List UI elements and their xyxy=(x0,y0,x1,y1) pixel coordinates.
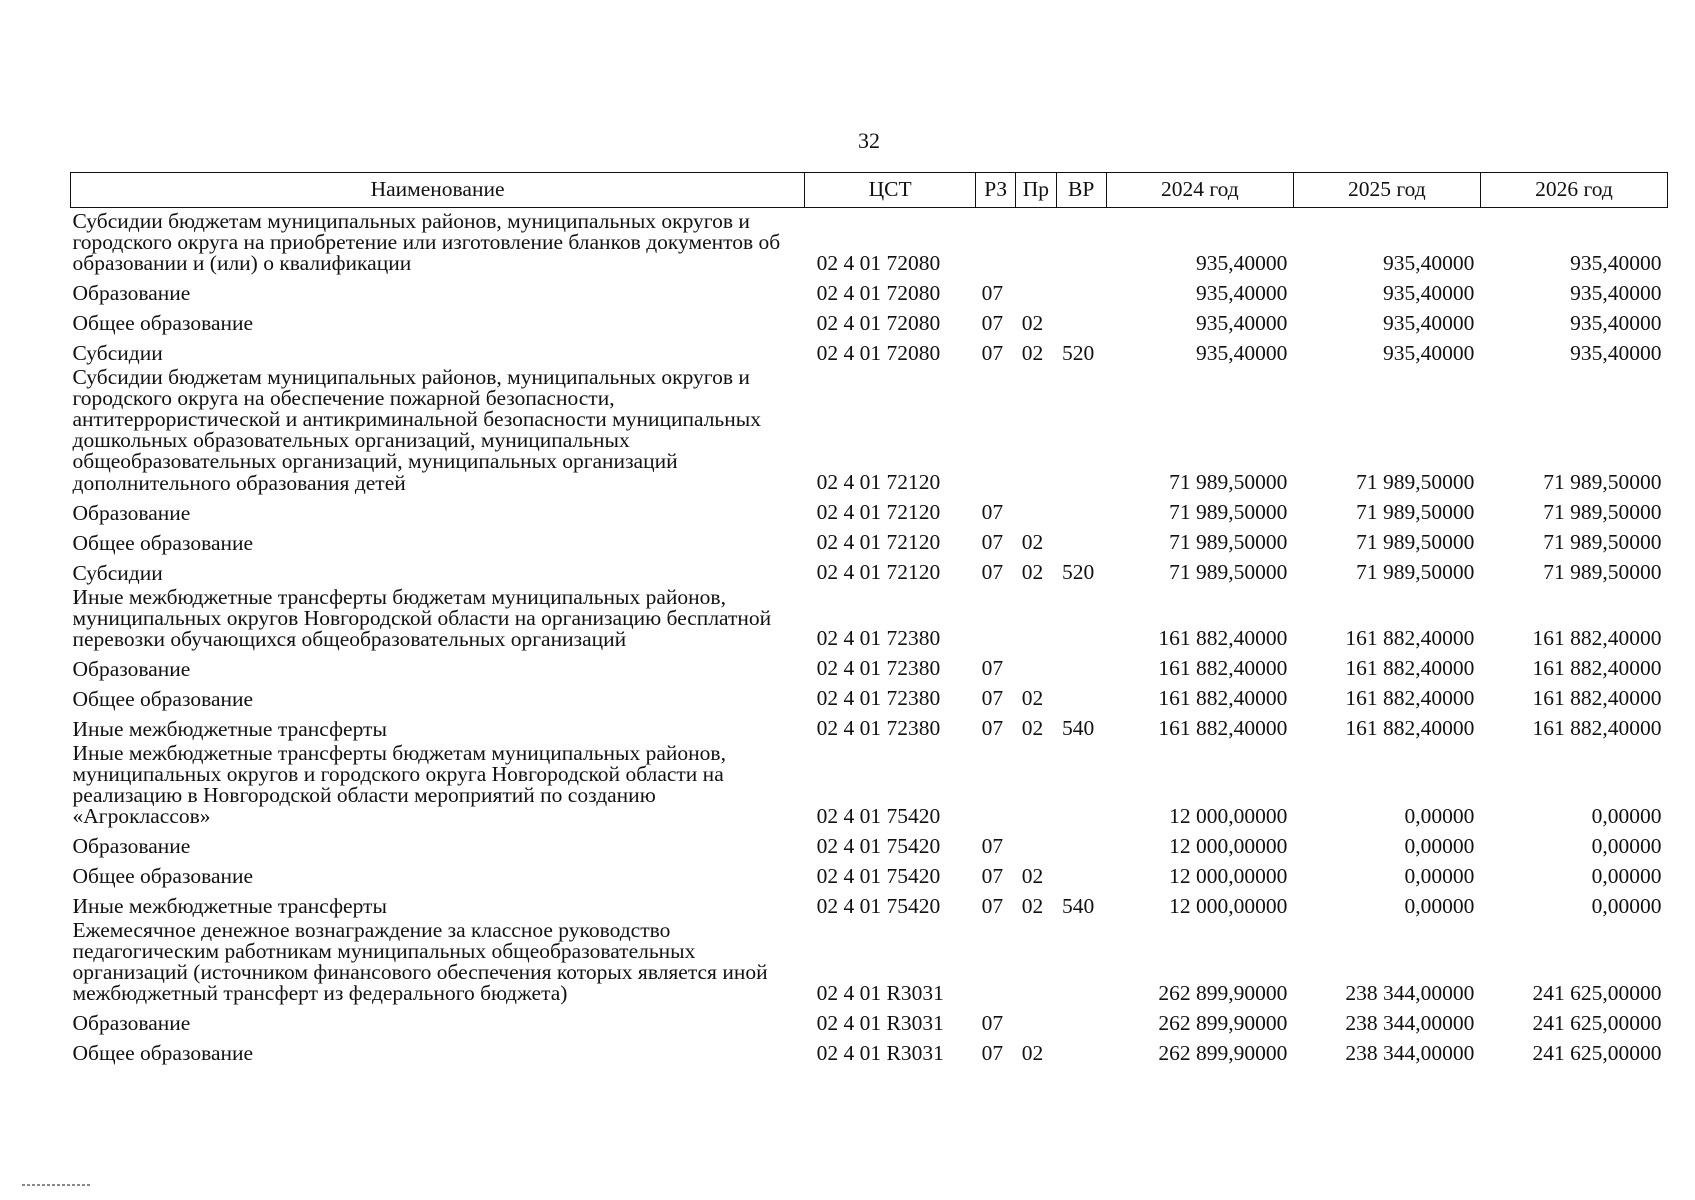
cell-pr xyxy=(1016,274,1056,304)
cell-rz: 07 xyxy=(981,530,1004,555)
cell-rz xyxy=(976,584,1016,650)
table-row xyxy=(71,554,1668,584)
cell-y2026: 161 882,40000 xyxy=(1532,626,1662,651)
cell-y2024: 71 989,50000 xyxy=(1169,560,1288,585)
table-row xyxy=(71,887,1668,917)
cell-vr xyxy=(1056,584,1106,650)
cell-pr xyxy=(1016,650,1056,680)
cell-rz: 07 xyxy=(981,716,1004,741)
cell-rz: 07 xyxy=(981,833,1004,858)
cell-name: Общее образование xyxy=(72,311,254,336)
table-row xyxy=(71,494,1668,524)
cell-vr xyxy=(1056,740,1106,827)
cell-vr xyxy=(1056,274,1106,304)
cell-y2024: 262 899,90000 xyxy=(1158,980,1288,1005)
cell-y2025: 161 882,40000 xyxy=(1345,626,1475,651)
cell-y2025: 935,40000 xyxy=(1383,250,1475,275)
cell-vr xyxy=(1056,1004,1106,1034)
cell-pr xyxy=(1016,1004,1056,1034)
cell-cst: 02 4 01 72120 xyxy=(816,470,941,495)
table-row xyxy=(71,827,1668,857)
cell-pr xyxy=(1016,208,1056,275)
cell-name: Ежемесячное денежное вознаграждение за классное руководство педагогическим работникам муниципальных общеобразовательных организаций (источником финансового обеспечения которых является иной межбюджетный трансферт из федерального бюджета) xyxy=(72,918,768,1006)
cell-y2026: 935,40000 xyxy=(1570,250,1662,275)
table-row xyxy=(71,650,1668,680)
cell-cst: 02 4 01 75420 xyxy=(816,893,941,918)
cell-rz: 07 xyxy=(981,280,1004,305)
cell-cst: 02 4 01 75420 xyxy=(816,833,941,858)
cell-y2026: 71 989,50000 xyxy=(1543,500,1662,525)
cell-y2026: 935,40000 xyxy=(1570,340,1662,365)
cell-cst: 02 4 01 72380 xyxy=(816,626,941,651)
cell-rz: 07 xyxy=(981,560,1004,585)
table-row xyxy=(71,274,1668,304)
cell-cst: 02 4 01 R3031 xyxy=(816,1040,944,1065)
cell-pr: 02 xyxy=(1021,716,1044,741)
cell-pr: 02 xyxy=(1021,1040,1044,1065)
cell-y2024: 71 989,50000 xyxy=(1169,470,1288,495)
cell-y2024: 935,40000 xyxy=(1195,310,1288,335)
header-rz: РЗ xyxy=(976,173,1016,208)
scan-mark xyxy=(22,1184,92,1186)
cell-rz xyxy=(976,208,1016,275)
cell-y2026: 241 625,00000 xyxy=(1532,1040,1662,1065)
cell-y2024: 935,40000 xyxy=(1195,280,1288,305)
table-row xyxy=(71,740,1668,827)
table-row xyxy=(71,524,1668,554)
cell-y2024: 161 882,40000 xyxy=(1158,626,1288,651)
cell-cst: 02 4 01 72080 xyxy=(816,340,941,365)
table-row xyxy=(71,364,1668,493)
table-body xyxy=(71,208,1668,1065)
cell-y2026: 71 989,50000 xyxy=(1543,530,1662,555)
cell-y2024: 12 000,00000 xyxy=(1169,803,1288,828)
cell-y2025: 71 989,50000 xyxy=(1356,470,1475,495)
cell-vr: 520 xyxy=(1062,340,1095,365)
cell-pr: 02 xyxy=(1021,863,1044,888)
cell-y2025: 0,00000 xyxy=(1404,863,1475,888)
cell-name: Иные межбюджетные трансферты бюджетам муниципальных районов, муниципальных округов Новгородской области на организацию бесплатной перевозки обучающихся общеобразовательных организаций xyxy=(72,584,772,651)
cell-cst: 02 4 01 72080 xyxy=(816,280,941,305)
cell-y2026: 0,00000 xyxy=(1591,833,1662,858)
cell-y2025: 161 882,40000 xyxy=(1345,656,1475,681)
cell-name: Образование xyxy=(72,656,191,681)
cell-cst: 02 4 01 72080 xyxy=(816,250,941,275)
cell-name: Образование xyxy=(72,500,191,525)
header-2025: 2025 год xyxy=(1293,173,1480,208)
cell-rz: 07 xyxy=(981,893,1004,918)
cell-pr: 02 xyxy=(1021,893,1044,918)
cell-y2024: 161 882,40000 xyxy=(1158,686,1288,711)
table-row xyxy=(71,584,1668,650)
header-vr: ВР xyxy=(1056,173,1106,208)
cell-pr: 02 xyxy=(1021,340,1044,365)
cell-vr xyxy=(1056,917,1106,1004)
cell-pr xyxy=(1016,364,1056,493)
cell-name: Иные межбюджетные трансферты бюджетам муниципальных районов, муниципальных округов и городского округа Новгородской области на реализацию в Новгородской области мероприятий по созданию «Агроклассов» xyxy=(72,740,726,828)
cell-name: Иные межбюджетные трансферты xyxy=(72,716,387,741)
cell-cst: 02 4 01 72120 xyxy=(816,530,941,555)
table-header-row xyxy=(71,173,1668,208)
table-row xyxy=(71,1004,1668,1034)
cell-vr xyxy=(1056,1034,1106,1064)
header-2026: 2026 год xyxy=(1480,173,1667,208)
table-row xyxy=(71,334,1668,364)
cell-rz xyxy=(976,740,1016,827)
cell-y2024: 12 000,00000 xyxy=(1169,863,1288,888)
cell-y2025: 0,00000 xyxy=(1404,893,1475,918)
cell-cst: 02 4 01 75420 xyxy=(816,863,941,888)
cell-y2026: 935,40000 xyxy=(1570,280,1662,305)
cell-pr: 02 xyxy=(1021,560,1044,585)
cell-name: Субсидии xyxy=(72,341,163,366)
cell-cst: 02 4 01 72120 xyxy=(816,500,941,525)
cell-vr xyxy=(1056,524,1106,554)
cell-rz: 07 xyxy=(981,686,1004,711)
cell-y2025: 238 344,00000 xyxy=(1345,980,1475,1005)
cell-name: Общее образование xyxy=(72,530,254,555)
cell-y2025: 238 344,00000 xyxy=(1345,1040,1475,1065)
cell-y2025: 0,00000 xyxy=(1404,833,1475,858)
cell-y2025: 238 344,00000 xyxy=(1345,1010,1475,1035)
header-2024: 2024 год xyxy=(1106,173,1293,208)
cell-y2026: 71 989,50000 xyxy=(1543,470,1662,495)
cell-rz xyxy=(976,364,1016,493)
cell-name: Образование xyxy=(72,833,191,858)
cell-vr xyxy=(1056,208,1106,275)
cell-vr: 540 xyxy=(1062,716,1095,741)
cell-y2026: 241 625,00000 xyxy=(1532,980,1662,1005)
cell-name: Субсидии xyxy=(72,560,163,585)
cell-vr xyxy=(1056,494,1106,524)
cell-pr: 02 xyxy=(1021,686,1044,711)
cell-rz: 07 xyxy=(981,1010,1004,1035)
cell-name: Иные межбюджетные трансферты xyxy=(72,893,387,918)
cell-y2025: 935,40000 xyxy=(1383,310,1475,335)
cell-pr xyxy=(1016,917,1056,1004)
cell-y2025: 0,00000 xyxy=(1404,803,1475,828)
cell-y2025: 161 882,40000 xyxy=(1345,686,1475,711)
cell-pr xyxy=(1016,740,1056,827)
cell-y2026: 0,00000 xyxy=(1591,803,1662,828)
cell-cst: 02 4 01 72080 xyxy=(816,310,941,335)
cell-y2025: 161 882,40000 xyxy=(1345,716,1475,741)
cell-rz: 07 xyxy=(981,500,1004,525)
cell-y2025: 935,40000 xyxy=(1383,280,1475,305)
cell-cst: 02 4 01 72380 xyxy=(816,686,941,711)
cell-pr: 02 xyxy=(1021,310,1044,335)
cell-vr: 520 xyxy=(1062,560,1095,585)
cell-y2026: 241 625,00000 xyxy=(1532,1010,1662,1035)
cell-name: Образование xyxy=(72,1011,191,1036)
cell-rz: 07 xyxy=(981,863,1004,888)
cell-y2025: 71 989,50000 xyxy=(1356,500,1475,525)
cell-y2026: 0,00000 xyxy=(1591,893,1662,918)
cell-name: Общее образование xyxy=(72,686,254,711)
cell-y2025: 935,40000 xyxy=(1383,340,1475,365)
cell-y2026: 0,00000 xyxy=(1591,863,1662,888)
cell-pr xyxy=(1016,494,1056,524)
cell-y2026: 935,40000 xyxy=(1570,310,1662,335)
header-pr: Пр xyxy=(1016,173,1056,208)
cell-name: Общее образование xyxy=(72,1041,254,1066)
cell-rz xyxy=(976,917,1016,1004)
cell-rz: 07 xyxy=(981,1040,1004,1065)
cell-y2026: 161 882,40000 xyxy=(1532,686,1662,711)
cell-vr xyxy=(1056,364,1106,493)
table-row xyxy=(71,1034,1668,1064)
cell-vr xyxy=(1056,827,1106,857)
cell-cst: 02 4 01 72120 xyxy=(816,560,941,585)
cell-y2024: 161 882,40000 xyxy=(1158,656,1288,681)
header-cst: ЦСТ xyxy=(805,173,976,208)
cell-name: Субсидии бюджетам муниципальных районов, муниципальных округов и городского округа на приобретение или изготовление бланков документов об образовании и (или) о квалификации xyxy=(72,209,781,276)
cell-y2026: 71 989,50000 xyxy=(1543,560,1662,585)
cell-vr xyxy=(1056,650,1106,680)
cell-pr xyxy=(1016,827,1056,857)
cell-rz: 07 xyxy=(981,340,1004,365)
cell-rz: 07 xyxy=(981,310,1004,335)
table-row xyxy=(71,304,1668,334)
cell-name: Общее образование xyxy=(72,863,254,888)
cell-y2024: 161 882,40000 xyxy=(1158,716,1288,741)
cell-y2024: 12 000,00000 xyxy=(1169,893,1288,918)
cell-name: Образование xyxy=(72,281,191,306)
cell-y2024: 935,40000 xyxy=(1195,340,1288,365)
cell-cst: 02 4 01 72380 xyxy=(816,716,941,741)
cell-pr xyxy=(1016,584,1056,650)
cell-name: Субсидии бюджетам муниципальных районов, муниципальных округов и городского округа на обеспечение пожарной безопасности, антитеррористической и антикриминальной безопасности муниципальных дошкольных образовательных организаций, муниципальных общеобразовательных организаций, муниципальных организаций дополнительного образования детей xyxy=(72,365,761,495)
table-row xyxy=(71,857,1668,887)
cell-vr xyxy=(1056,680,1106,710)
cell-cst: 02 4 01 R3031 xyxy=(816,980,944,1005)
cell-y2024: 12 000,00000 xyxy=(1169,833,1288,858)
cell-y2025: 71 989,50000 xyxy=(1356,530,1475,555)
budget-table xyxy=(70,172,1668,1064)
cell-cst: 02 4 01 75420 xyxy=(816,803,941,828)
cell-y2025: 71 989,50000 xyxy=(1356,560,1475,585)
cell-vr: 540 xyxy=(1062,893,1095,918)
cell-y2024: 935,40000 xyxy=(1195,250,1288,275)
header-name: Наименование xyxy=(71,173,805,208)
table-row xyxy=(71,208,1668,275)
table-row xyxy=(71,710,1668,740)
table-row xyxy=(71,917,1668,1004)
cell-vr xyxy=(1056,304,1106,334)
cell-y2024: 71 989,50000 xyxy=(1169,530,1288,555)
cell-y2026: 161 882,40000 xyxy=(1532,656,1662,681)
cell-vr xyxy=(1056,857,1106,887)
cell-cst: 02 4 01 72380 xyxy=(816,656,941,681)
cell-y2026: 161 882,40000 xyxy=(1532,716,1662,741)
table-row xyxy=(71,680,1668,710)
cell-rz: 07 xyxy=(981,656,1004,681)
cell-y2024: 71 989,50000 xyxy=(1169,500,1288,525)
cell-cst: 02 4 01 R3031 xyxy=(816,1010,944,1035)
cell-y2024: 262 899,90000 xyxy=(1158,1040,1288,1065)
cell-pr: 02 xyxy=(1021,530,1044,555)
page-number: 32 xyxy=(858,128,880,153)
cell-y2024: 262 899,90000 xyxy=(1158,1010,1288,1035)
